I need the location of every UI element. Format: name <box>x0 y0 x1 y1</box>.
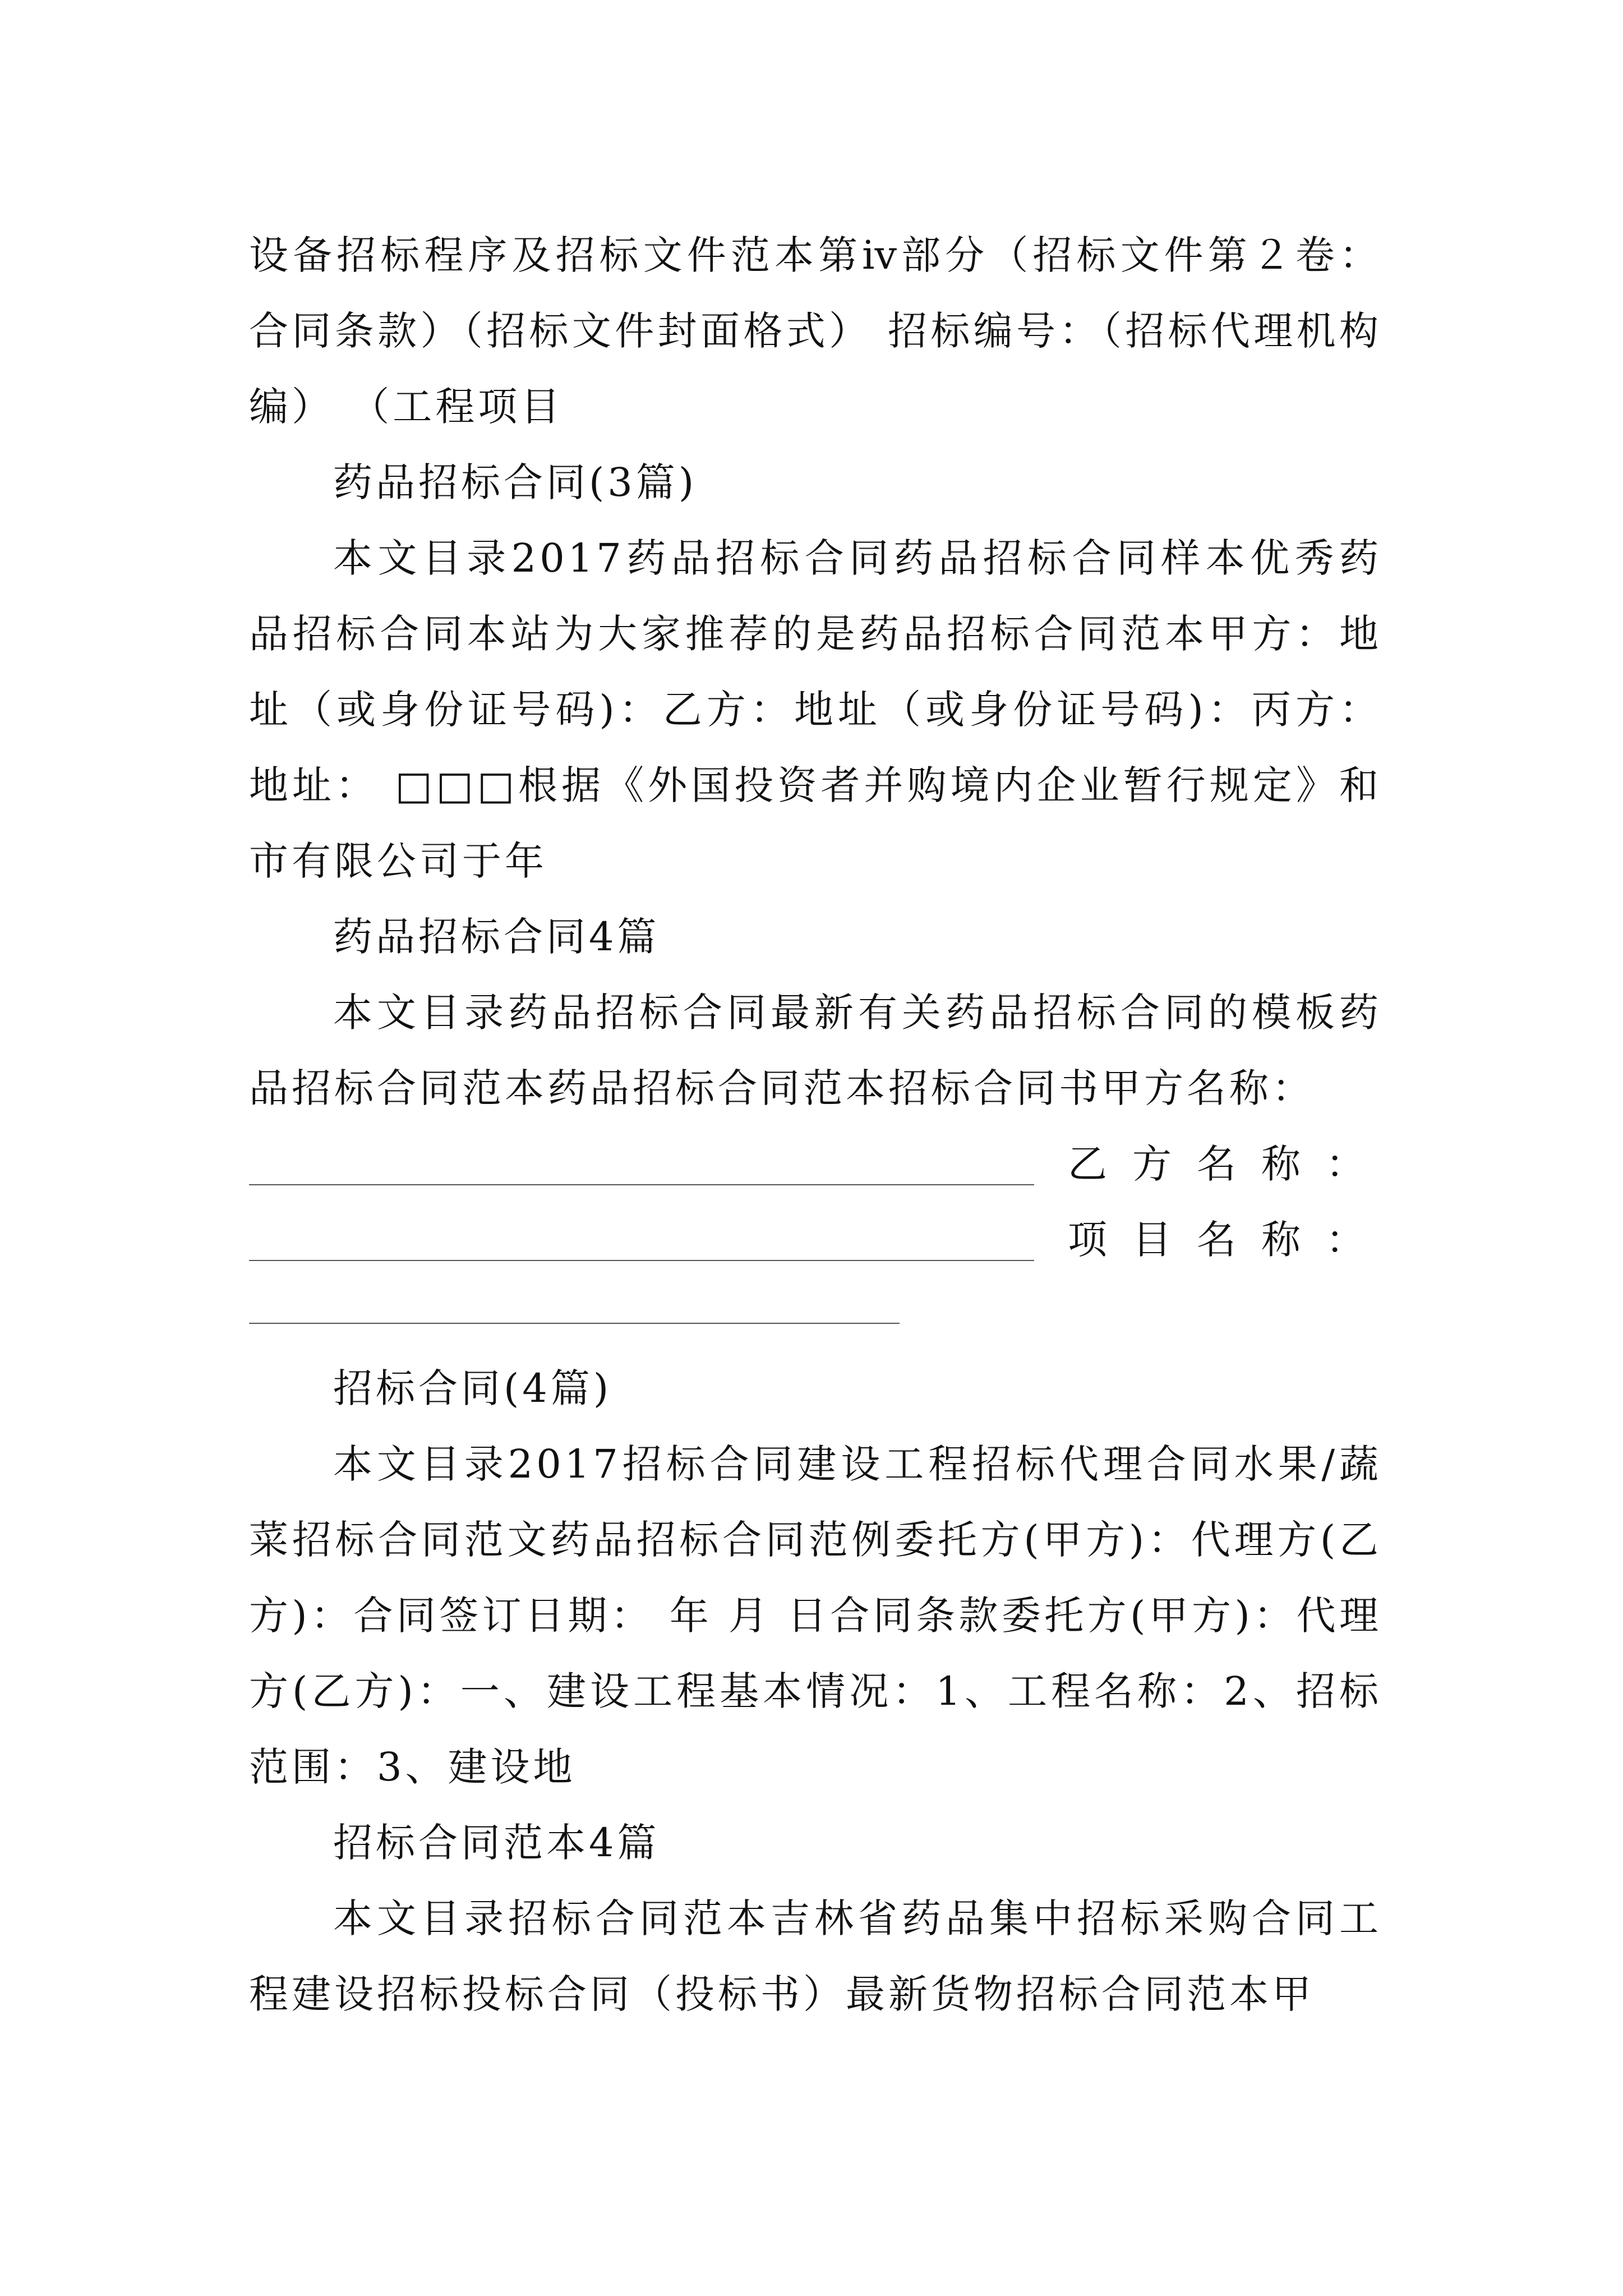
fill-in-line <box>249 1151 1034 1185</box>
label-char: 乙 <box>1068 1141 1107 1187</box>
label-char: ： <box>1326 1217 1365 1263</box>
section-paragraph-2: 本文目录药品招标合同最新有关药品招标合同的模板药品招标合同范本药品招标合同范本招标合同书甲方名称： <box>249 990 1382 1111</box>
section-heading-4: 招标合同范本4篇 <box>333 1820 660 1866</box>
project-name-label <box>1034 1202 1382 1278</box>
label-char: ： <box>1326 1141 1365 1187</box>
label-char: 项 <box>1068 1217 1107 1263</box>
section-heading-2: 药品招标合同4篇 <box>333 914 660 960</box>
section-heading-1: 药品招标合同(3篇) <box>333 459 698 505</box>
section-paragraph-3: 本文目录2017招标合同建设工程招标代理合同水果/蔬菜招标合同范文药品招标合同范例委托方(甲方)：代理方(乙方)：合同签订日期： 年 月 日合同条款委托方(甲方)：代理方(乙方)：一、建设工程基本情况：1、工程名称：2、招标范围：3、建设地 <box>249 1441 1382 1790</box>
label-char: 称 <box>1261 1217 1301 1263</box>
blank-row-short <box>249 1278 1382 1340</box>
section-paragraph-4: 本文目录招标合同范本吉林省药品集中招标采购合同工程建设招标投标合同（投标书）最新货物招标合同范本甲 <box>249 1895 1382 2017</box>
fill-in-line <box>249 1323 900 1324</box>
label-char: 名 <box>1197 1141 1236 1187</box>
section-heading-3: 招标合同(4篇) <box>333 1365 612 1411</box>
label-char: 目 <box>1132 1217 1172 1263</box>
label-char: 称 <box>1261 1141 1301 1187</box>
spacer <box>249 1340 1382 1351</box>
party-b-name-label <box>1034 1126 1382 1202</box>
intro-paragraph: 设备招标程序及招标文件范本第ⅳ部分（招标文件第２卷：合同条款）（招标文件封面格式） 招标编号：（招标代理机构编） （工程项目 <box>249 232 1382 430</box>
fill-in-line <box>249 1226 1034 1261</box>
label-char: 名 <box>1197 1217 1236 1263</box>
document-body <box>249 218 1382 2032</box>
label-char: 方 <box>1132 1141 1172 1187</box>
section-paragraph-1: 本文目录2017药品招标合同药品招标合同样本优秀药品招标合同本站为大家推荐的是药品招标合同范本甲方：地址（或身份证号码)：乙方：地址（或身份证号码)：丙方：地址： □□□根据《外国投资者并购境内企业暂行规定》和市有限公司于年 <box>249 535 1382 884</box>
blank-row-project <box>249 1202 1382 1278</box>
blank-row-party-b <box>249 1126 1382 1202</box>
